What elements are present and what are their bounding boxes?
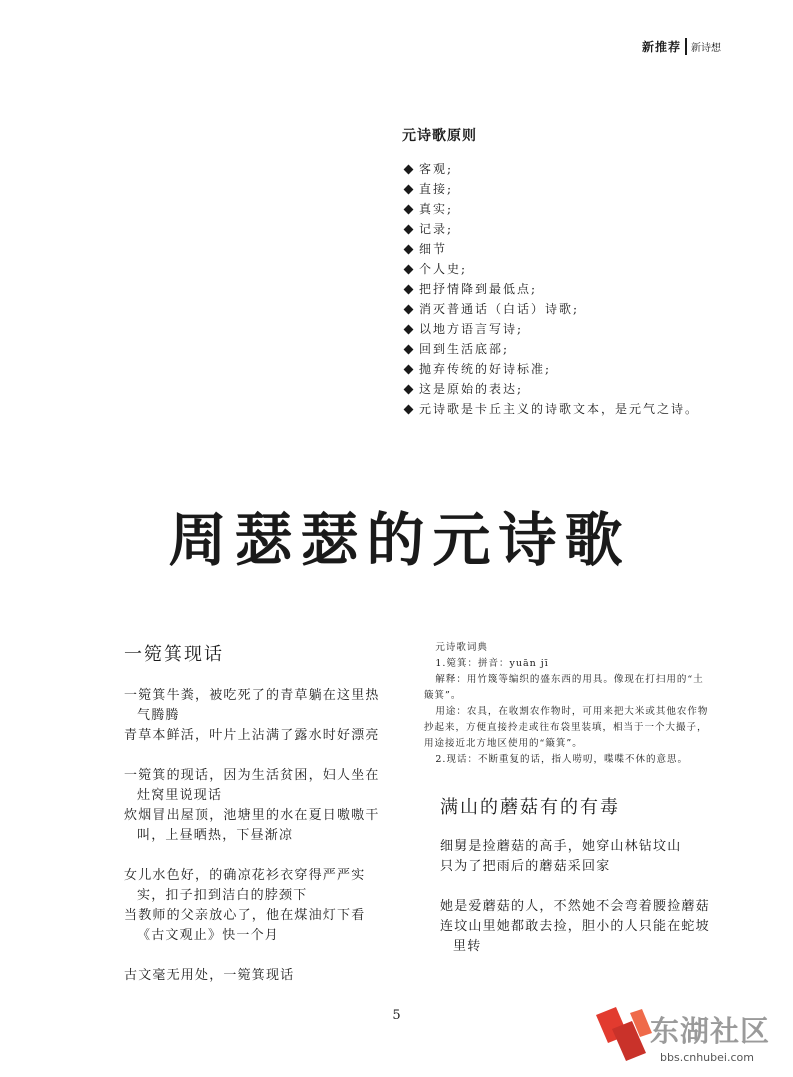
principle-item — [402, 319, 762, 339]
principles-box — [402, 125, 762, 419]
poem-one-title: 一箢箕现话 — [124, 644, 224, 665]
principle-item — [402, 159, 762, 179]
poem-line: 只为了把雨后的蘑菇采回家 — [440, 859, 611, 874]
dictionary-entry: 1.箢箕：拼音：yuān jī — [435, 658, 549, 669]
diamond-bullet-icon — [404, 384, 414, 394]
poetry-dictionary — [424, 640, 714, 768]
diamond-bullet-icon — [404, 224, 414, 234]
principle-text: 客观; — [419, 162, 454, 176]
poem-line: 细舅是捡蘑菇的高手，她穿山林钻坟山 — [440, 839, 682, 854]
diamond-bullet-icon — [404, 264, 414, 274]
dictionary-title: 元诗歌词典 — [435, 642, 488, 653]
dictionary-entries — [424, 656, 714, 768]
dictionary-entry: 解释：用竹篾等编织的盛东西的用具。像现在打扫用的“土簸箕”。 — [424, 674, 704, 701]
principle-item — [402, 179, 762, 199]
poem-two-title: 满山的蘑菇有的有毒 — [440, 797, 620, 818]
principle-text: 回到生活底部; — [419, 342, 510, 356]
poem-line: 一箢箕牛粪，被吃死了的青草躺在这里热气腾腾 — [124, 688, 380, 723]
principle-text: 记录; — [419, 222, 454, 236]
diamond-bullet-icon — [404, 304, 414, 314]
stanza — [440, 897, 710, 957]
diamond-bullet-icon — [404, 284, 414, 294]
principle-item — [402, 359, 762, 379]
principle-item — [402, 399, 762, 419]
poem-line: 当教师的父亲放心了，他在煤油灯下看《古文观止》快一个月 — [124, 908, 366, 943]
stanza — [440, 837, 710, 877]
poem-line: 炊烟冒出屋顶，池塘里的水在夏日嗷嗷干叫，上昼晒热，下昼渐凉 — [124, 808, 380, 843]
watermark-name: 东湖社区 — [650, 1014, 771, 1048]
principle-text: 抛弃传统的好诗标准; — [419, 362, 552, 376]
header-section: 新推荐 — [641, 40, 681, 54]
watermark-url: bbs.cnhubei.com — [660, 1051, 754, 1064]
header-column: 新诗想 — [691, 43, 721, 54]
diagonal-stripes-logo-icon — [594, 1007, 656, 1063]
stanza — [124, 966, 392, 986]
poem-line: 古文毫无用处，一箢箕现话 — [124, 968, 295, 983]
diamond-bullet-icon — [404, 164, 414, 174]
main-title: 周瑟瑟的元诗歌 — [168, 506, 631, 574]
diamond-bullet-icon — [404, 324, 414, 334]
principle-item — [402, 219, 762, 239]
poem-two-body — [440, 837, 710, 957]
watermark — [594, 1007, 779, 1069]
header-divider — [685, 38, 687, 55]
principles-list — [402, 159, 762, 419]
poem-line: 女儿水色好，的确凉花衫衣穿得严严实实，扣子扣到洁白的脖颈下 — [124, 868, 366, 903]
poem-line: 她是爱蘑菇的人，不然她不会弯着腰捡蘑菇 — [440, 899, 710, 914]
principle-item — [402, 299, 762, 319]
stanza — [124, 766, 392, 846]
principle-item — [402, 259, 762, 279]
diamond-bullet-icon — [404, 364, 414, 374]
poem-line: 连坟山里她都敢去捡，胆小的人只能在蛇坡里转 — [440, 919, 710, 954]
principle-item — [402, 379, 762, 399]
principle-item — [402, 339, 762, 359]
stanza — [124, 866, 392, 946]
principle-text: 消灭普通话（白话）诗歌; — [419, 302, 580, 316]
poem-line: 一箢箕的现话，因为生活贫困，妇人坐在灶窝里说现话 — [124, 768, 380, 803]
diamond-bullet-icon — [404, 244, 414, 254]
dictionary-entry: 用途：农具，在收割农作物时，可用来把大米或其他农作物抄起来，方便直接拎走或往布袋里装填，相当于一个大撮子，用途接近北方地区使用的“簸箕”。 — [424, 706, 709, 749]
diamond-bullet-icon — [404, 344, 414, 354]
principle-text: 细节 — [419, 242, 448, 256]
principle-text: 真实; — [419, 202, 454, 216]
principles-title: 元诗歌原则 — [402, 128, 477, 144]
principle-text: 把抒情降到最低点; — [419, 282, 538, 296]
poem-one — [124, 640, 392, 1006]
poem-two — [440, 793, 710, 977]
principle-item — [402, 279, 762, 299]
diamond-bullet-icon — [404, 404, 414, 414]
diamond-bullet-icon — [404, 184, 414, 194]
principle-text: 以地方语言写诗; — [419, 322, 524, 336]
principle-item — [402, 239, 762, 259]
principle-text: 元诗歌是卡丘主义的诗歌文本，是元气之诗。 — [419, 402, 700, 416]
diamond-bullet-icon — [404, 204, 414, 214]
poem-one-body — [124, 686, 392, 986]
principle-text: 直接; — [419, 182, 454, 196]
dictionary-entry: 2.现话：不断重复的话，指人唠叨，喋喋不休的意思。 — [435, 754, 688, 765]
principle-text: 个人史; — [419, 262, 468, 276]
stanza — [124, 686, 392, 746]
poem-line: 青草本鲜活，叶片上沾满了露水时好漂亮 — [124, 728, 380, 743]
page-number: 5 — [392, 1008, 401, 1023]
page-header — [642, 38, 721, 55]
principle-item — [402, 199, 762, 219]
principle-text: 这是原始的表达; — [419, 382, 524, 396]
